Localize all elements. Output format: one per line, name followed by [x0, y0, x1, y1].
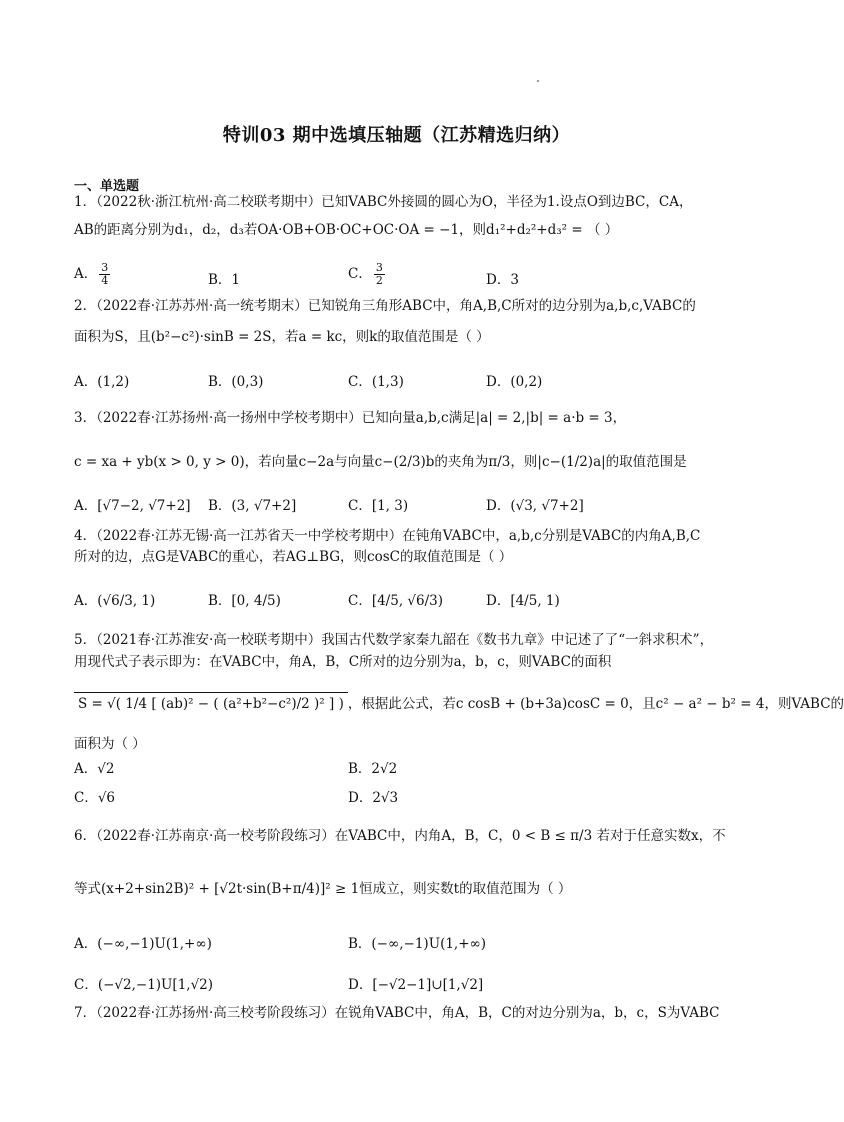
q1-dot-expression: OA·OB+OB·OC+OC·OA = −1	[257, 222, 460, 238]
q1-line1	[74, 193, 692, 211]
numerator: 3	[101, 261, 109, 274]
q3-line2: c = xa + yb(x > 0, y > 0)，若向量c−2a与向量c−(2/3)b的夹角为π/3，则|c−(1/2)a|的取值范围是	[74, 454, 687, 470]
q4-option-d: D．[4/5, 1)	[486, 593, 560, 609]
q7-line1: 7．（2022春·江苏扬州·高三校考阶段练习）在锐角VABC中，角A，B，C的对边分别为a，b，c，S为VABC	[74, 1005, 720, 1021]
option-label: C．	[348, 266, 372, 282]
q4-option-a: A．(√6/3, 1)	[74, 593, 156, 609]
q4-option-b: B．[0, 4/5)	[208, 593, 281, 609]
q5-line4: 面积为（ ）	[74, 736, 146, 752]
q1-option-b: B．1	[208, 272, 241, 288]
q1-option-c	[348, 262, 387, 287]
q3-option-d: D．(√3, √7+2]	[486, 498, 584, 514]
q5-text-c: ，根据此公式，若c cosB + (b+3a)cosC = 0，且c² − a² − b² = 4，则VABC的	[347, 696, 844, 712]
q5-option-d: D．2√3	[348, 790, 399, 806]
section-heading: 一、单选题	[74, 179, 140, 194]
q5-line1: 5．（2021春·江苏淮安·高一校联考期中）我国古代数学家秦九韶在《数书九章》中记述了了“一斜求积术”，	[74, 632, 714, 648]
q2-line2: 面积为S，且(b²−c²)·sinB = 2S，若a = kc，则k的取值范围是（ ）	[74, 329, 490, 345]
q5-option-b: B．2√2	[348, 761, 398, 777]
q6-option-d: D．[−√2−1]∪[1,√2]	[348, 977, 484, 993]
q2-option-a: A．(1,2)	[74, 374, 130, 390]
q3-option-b: B．(3, √7+2]	[208, 498, 297, 514]
option-label: A．	[74, 266, 98, 282]
fraction	[374, 262, 385, 287]
q4-line2: 所对的边，点G是VABC的重心，若AG⊥BG，则cosC的取值范围是（ ）	[74, 549, 513, 565]
q2-option-c: C．(1,3)	[348, 374, 404, 390]
q2-option-d: D．(0,2)	[486, 374, 543, 390]
denominator: 2	[375, 274, 383, 287]
q5-formula: S = √( 1/4 [ (ab)² − ( (a²+b²−c²)/2 )² ] )	[74, 692, 348, 715]
q6-line2: 等式(x+2+sin2B)² + [√2t·sin(B+π/4)]² ≥ 1恒成立，则实数t的取值范围为（ ）	[74, 881, 572, 897]
q1-text-a: 1．（2022秋·浙江杭州·高二校联考期中）已知	[74, 194, 349, 210]
q6-option-a: A．(−∞,−1)U(1,+∞)	[74, 936, 212, 952]
q1-option-d: D．3	[486, 272, 519, 288]
q3-option-c: C．[1, 3)	[348, 498, 409, 514]
q5-option-c: C．√6	[74, 790, 116, 806]
q1-line2	[74, 221, 618, 239]
q1-triangle: VABC	[348, 194, 388, 210]
q1-text-c: AB的距离分别为d₁，d₂，d₃若	[74, 222, 258, 238]
q1-option-a	[74, 262, 112, 287]
denominator: 4	[101, 274, 109, 287]
q5-line3	[74, 692, 844, 715]
page-mark	[537, 80, 539, 82]
q5-option-a: A．√2	[74, 761, 115, 777]
q2-option-b: B．(0,3)	[208, 374, 264, 390]
q3-option-a: A．[√7−2, √7+2]	[74, 498, 191, 514]
q1-text-b: 外接圆的圆心为O，半径为1.设点O到边BC，CA，	[387, 194, 693, 210]
numerator: 3	[375, 261, 383, 274]
q2-line1: 2．（2022春·江苏苏州·高一统考期末）已知锐角三角形ABC中，角A,B,C所对的边分别为a,b,c,VABC的	[74, 298, 696, 314]
q4-option-c: C．[4/5, √6/3)	[348, 593, 444, 609]
page-title: 特训03 期中选填压轴题（江苏精选归纳）	[222, 125, 571, 146]
q6-option-b: B．(−∞,−1)U(1,+∞)	[348, 936, 487, 952]
fraction	[99, 262, 110, 287]
q6-option-c: C．(−√2,−1)U[1,√2)	[74, 977, 214, 993]
q6-line1: 6．（2022春·江苏南京·高一校考阶段练习）在VABC中，内角A，B，C，0 < B ≤ π/3 若对于任意实数x，不	[74, 828, 726, 844]
q5-line2: 用现代式子表示即为：在VABC中，角A，B，C所对的边分别为a，b，c，则VABC的面积	[74, 654, 612, 670]
q1-text-d: ，则d₁²+d₂²+d₃² = （ ）	[459, 222, 619, 238]
q3-line1: 3．（2022春·江苏扬州·高一扬州中学校考期中）已知向量a,b,c满足|a| = 2,|b| = a·b = 3，	[74, 410, 627, 426]
q4-line1: 4．（2022春·江苏无锡·高一江苏省天一中学校考期中）在钝角VABC中，a,b,c分别是VABC的内角A,B,C	[74, 528, 701, 544]
